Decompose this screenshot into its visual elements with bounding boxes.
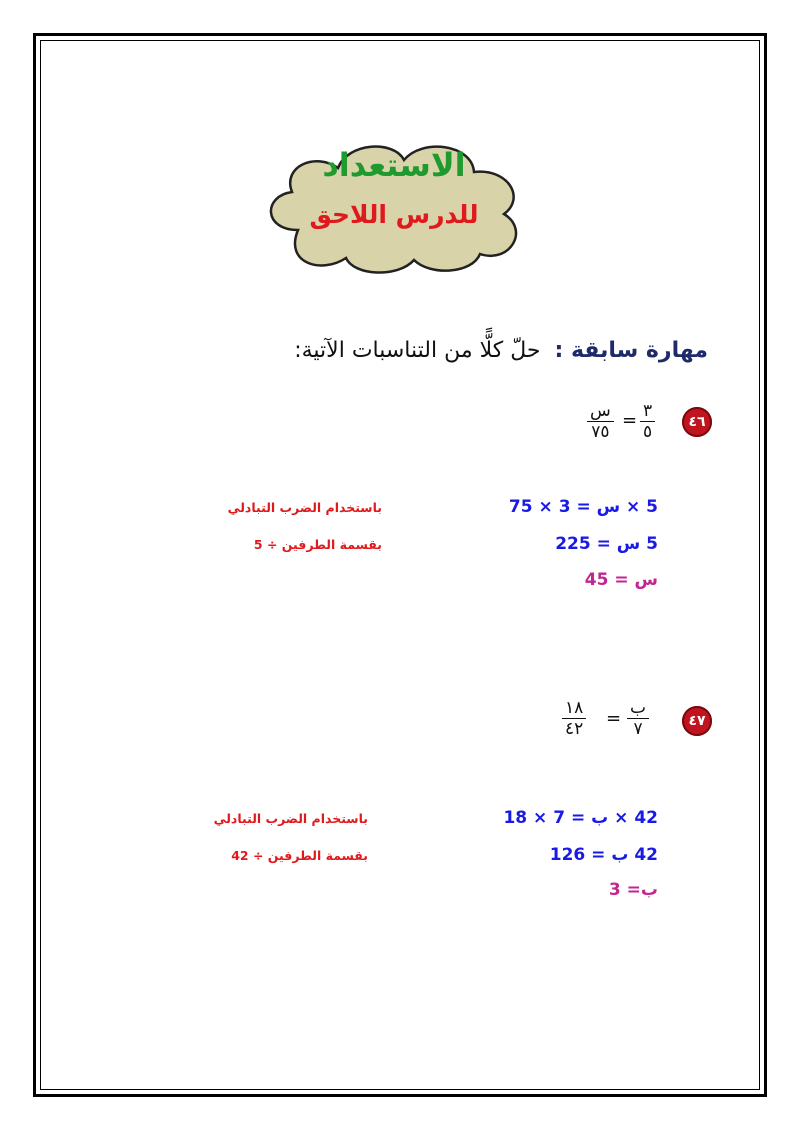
- fraction-denominator: ٤٢: [565, 719, 584, 739]
- skill-heading: [294, 338, 708, 363]
- fraction-right: [640, 401, 655, 442]
- equals-sign: =: [622, 410, 638, 431]
- solution-step: 5 س = 225: [555, 534, 658, 554]
- fraction-denominator: ٧٥: [591, 422, 610, 442]
- equals-sign: =: [606, 708, 622, 729]
- fraction-numerator: س: [590, 401, 611, 421]
- step-note: بقسمة الطرفين ÷ 42: [231, 848, 368, 863]
- skill-label: مهارة سابقة :: [554, 338, 708, 363]
- fraction-left: [562, 698, 586, 739]
- fraction-denominator: ٥: [643, 422, 653, 442]
- skill-instruction: حلّ كلًّا من التناسبات الآتية:: [294, 338, 541, 363]
- problem-number-badge: ٤٦: [682, 407, 712, 437]
- solution-result: س = 45: [584, 570, 658, 590]
- solution-step: 42 × ب = 7 × 18: [503, 808, 658, 828]
- solution-result: ب= 3: [608, 880, 658, 900]
- step-note: باستخدام الضرب التبادلي: [227, 500, 382, 515]
- problem-number-badge: ٤٧: [682, 706, 712, 736]
- step-note: بقسمة الطرفين ÷ 5: [253, 537, 382, 552]
- fraction-numerator: ب: [630, 698, 647, 718]
- fraction-numerator: ٣: [643, 401, 653, 421]
- fraction-right: [627, 698, 649, 739]
- fraction-denominator: ٧: [633, 719, 643, 739]
- fraction-numerator: ١٨: [565, 698, 584, 718]
- section-title: الاستعداد: [322, 146, 466, 184]
- section-subtitle: للدرس اللاحق: [309, 200, 479, 229]
- fraction-left: [587, 401, 614, 442]
- solution-step: 42 ب = 126: [549, 845, 658, 865]
- solution-step: 5 × س = 3 × 75: [508, 497, 658, 517]
- step-note: باستخدام الضرب التبادلي: [213, 811, 368, 826]
